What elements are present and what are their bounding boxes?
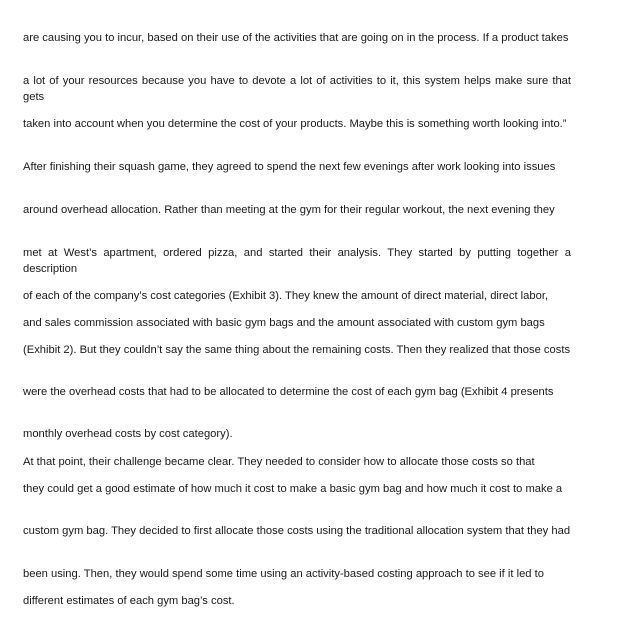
paragraph-2: a lot of your resources because you have to devote a lot of activities to it, this system helps make sure that gets bbox=[23, 75, 571, 103]
paragraph-4: After finishing their squash game, they agreed to spend the next few evenings after work looking into issues bbox=[23, 161, 556, 173]
paragraph-9: (Exhibit 2). But they couldn’t say the same thing about the remaining costs. Then they realized that those costs bbox=[23, 344, 571, 356]
paragraph-8: and sales commission associated with basic gym bags and the amount associated with custom gym bags bbox=[23, 317, 545, 329]
paragraph-6: met at West’s apartment, ordered pizza, and started their analysis. They started by putting together a description bbox=[23, 247, 571, 275]
paragraph-7: of each of the company’s cost categories (Exhibit 3). They knew the amount of direct material, direct labor, bbox=[23, 290, 549, 302]
paragraph-15: been using. Then, they would spend some time using an activity-based costing approach to see if it led to bbox=[23, 568, 544, 580]
paragraph-14: custom gym bag. They decided to first allocate those costs using the traditional allocation system that they had bbox=[23, 525, 571, 537]
paragraph-3: taken into account when you determine the cost of your products. Maybe this is something worth looking into.” bbox=[23, 118, 567, 130]
document-page bbox=[23, 0, 571, 637]
paragraph-12: At that point, their challenge became clear. They needed to consider how to allocate those costs so that bbox=[23, 456, 535, 468]
paragraph-10: were the overhead costs that had to be allocated to determine the cost of each gym bag (Exhibit 4 presents bbox=[23, 386, 554, 398]
paragraph-5: around overhead allocation. Rather than meeting at the gym for their regular workout, the next evening they bbox=[23, 204, 555, 216]
paragraph-11: monthly overhead costs by cost category). bbox=[23, 428, 233, 440]
paragraph-13: they could get a good estimate of how much it cost to make a basic gym bag and how much it cost to make a bbox=[23, 483, 563, 495]
paragraph-16: different estimates of each gym bag’s cost. bbox=[23, 595, 235, 607]
paragraph-1: are causing you to incur, based on their use of the activities that are going on in the process. If a product takes bbox=[23, 32, 569, 44]
